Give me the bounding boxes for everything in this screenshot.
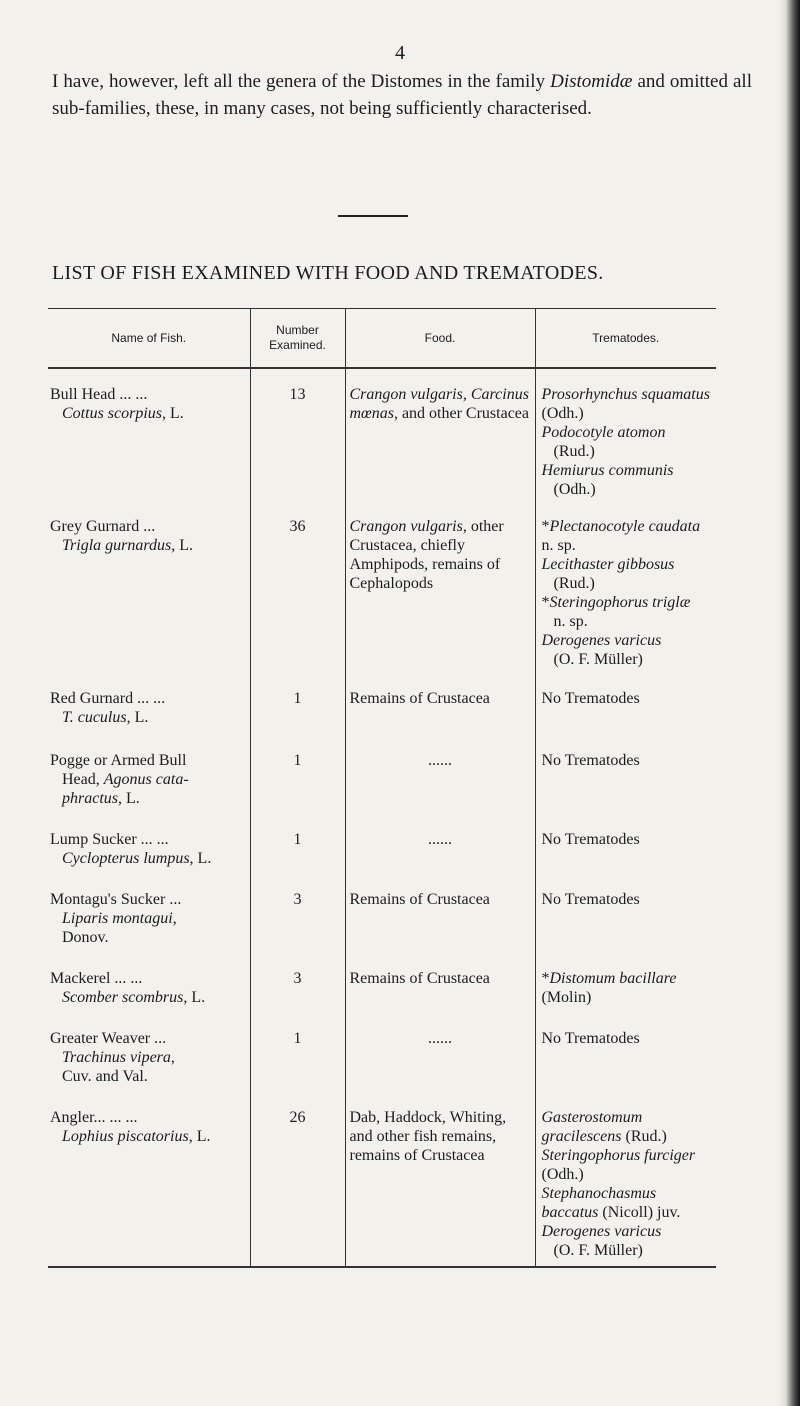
fish-name-cell [48,669,250,727]
fish-name-cell [48,1007,250,1086]
fish-common-name: Red Gurnard ... ... [50,690,166,707]
trematodes-cell: *Plectanocotyle caudata n. sp. Lecithaster gibbosus (Rud.) *Steringophorus triglæ n. sp. Derogenes varicus (O. F. Müller) [535,499,716,669]
intro-family-name: Distomidæ [550,71,633,92]
page-number: 4 [395,42,405,64]
trematodes-cell: No Trematodes [535,808,716,868]
fish-common-name: Greater Weaver ... [50,1030,167,1047]
table-row [48,727,716,808]
number-examined-cell: 3 [250,868,345,947]
fish-common-name: Mackerel ... ... [50,970,143,987]
trematodes-cell: Prosorhynchus squamatus (Odh.) Podocotyle atomon (Rud.) Hemiurus communis (Odh.) [535,368,716,499]
food-cell: Dab, Haddock, Whiting, and other fish remains, remains of Crustacea [345,1086,535,1267]
table-row [48,499,716,669]
header-trematodes: Trematodes. [535,309,716,369]
intro-text-2: and omitted all sub-families, these, in many cases, not being sufficiently characterised. [52,71,752,119]
fish-scientific-name: Lophius piscatorius, L. [62,1128,211,1145]
food-cell: Remains of Crustacea [345,669,535,727]
food-cell: ...... [345,1007,535,1086]
trematodes-cell: No Trematodes [535,669,716,727]
trematodes-cell: No Trematodes [535,868,716,947]
table-row [48,868,716,947]
fish-name-cell: Pogge or Armed Bull Head, Agonus cata- phractus, L. [50,752,189,807]
header-name: Name of Fish. [48,309,250,369]
fish-scientific-name: Cottus scorpius, L. [62,405,184,422]
intro-text-1: I have, however, left all the genera of the Distomes in the family [52,71,551,92]
food-cell: Remains of Crustacea [345,947,535,1007]
fish-name-cell [48,499,250,669]
food-cell: Crangon vulgaris, Carcinus mœnas, and other Crustacea [345,368,535,499]
table-row [48,1007,716,1086]
fish-common-name: Bull Head ... ... [50,386,148,403]
fish-scientific-name: Trigla gurnardus, L. [62,537,193,554]
number-examined-cell: 36 [250,499,345,669]
table-row [48,368,716,499]
trematodes-cell: *Distomum bacillare (Molin) [535,947,716,1007]
fish-name-cell [48,808,250,868]
list-title: LIST OF FISH EXAMINED WITH FOOD AND TREMATODES. [52,262,604,284]
number-examined-cell: 1 [250,808,345,868]
fish-name-cell [48,868,250,947]
food-cell: Remains of Crustacea [345,868,535,947]
fish-common-name: Angler... ... ... [50,1109,138,1126]
table-row [48,947,716,1007]
food-cell: Crangon vulgaris, other Crustacea, chiefly Amphipods, remains of Cephalopods [345,499,535,669]
page-edge-shadow [778,0,800,1406]
intro-paragraph [52,68,752,122]
fish-table [48,308,716,1268]
trematodes-cell: No Trematodes [535,727,716,808]
fish-authority: Donov. [62,929,109,946]
section-divider [338,215,408,217]
fish-scientific-name: Cyclopterus lumpus, L. [62,850,212,867]
number-examined-cell: 26 [250,1086,345,1267]
trematodes-cell: No Trematodes [535,1007,716,1086]
table-body [48,368,716,1267]
food-cell: ...... [345,727,535,808]
table-header-row [48,309,716,369]
number-examined-cell: 1 [250,727,345,808]
number-examined-cell: 3 [250,947,345,1007]
header-food: Food. [345,309,535,369]
table-row [48,669,716,727]
fish-scientific-name: Trachinus vipera, [62,1049,175,1066]
table-row [48,1086,716,1267]
fish-name-cell [48,1086,250,1267]
header-number: Number Examined. [250,309,345,369]
fish-scientific-name: Liparis montagui, [62,910,177,927]
number-examined-cell: 1 [250,669,345,727]
food-cell: ...... [345,808,535,868]
trematodes-cell: Gasterostomum gracilescens (Rud.) Steringophorus furciger (Odh.) Stephanochasmus baccatus (Nicoll) juv. Derogenes varicus (O. F. Müller) [535,1086,716,1267]
fish-scientific-name: Scomber scombrus, L. [62,989,206,1006]
fish-scientific-name: T. cuculus, L. [62,709,149,726]
fish-common-name: Lump Sucker ... ... [50,831,169,848]
number-examined-cell: 13 [250,368,345,499]
fish-common-name: Grey Gurnard ... [50,518,156,535]
table-row [48,808,716,868]
fish-common-name: Montagu's Sucker ... [50,891,182,908]
fish-authority: Cuv. and Val. [62,1068,148,1085]
number-examined-cell: 1 [250,1007,345,1086]
fish-name-cell [48,368,250,499]
fish-name-cell [48,947,250,1007]
